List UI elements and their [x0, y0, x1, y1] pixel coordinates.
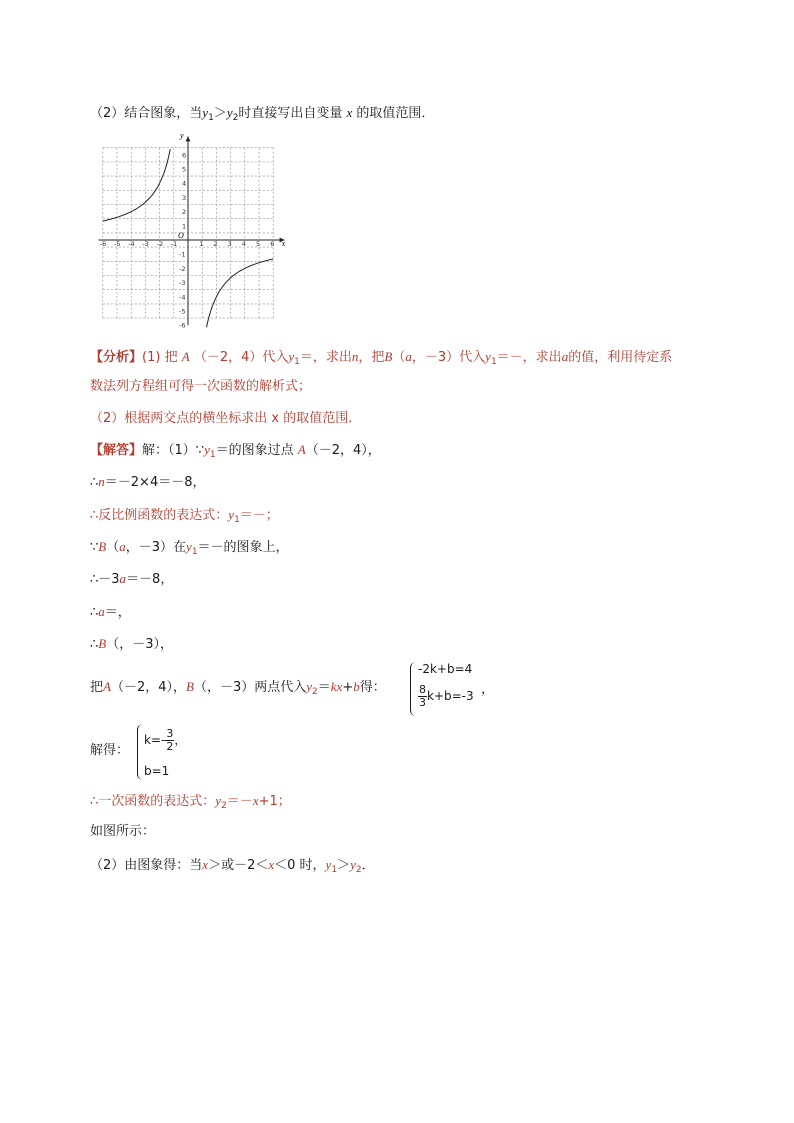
- eq2-rest: k+b=-3: [427, 689, 474, 703]
- s8-e: +: [342, 680, 354, 695]
- s1-a: 解：（1）∵: [142, 443, 205, 458]
- s3-ysub: 1: [234, 515, 240, 525]
- s10-ysub: 2: [221, 801, 227, 811]
- s7-B: B: [98, 636, 107, 651]
- solution-line-4: [90, 538, 289, 561]
- s8-y: y: [306, 679, 313, 694]
- system2-k: k=- $\frac{3}{2}$ ，: [144, 727, 187, 753]
- system1-comma: ，: [481, 682, 495, 697]
- x-tick-label: 5: [256, 240, 261, 248]
- s8-kx: kx: [330, 679, 343, 694]
- s10-c: +1；: [258, 794, 291, 809]
- s8-A: A: [103, 679, 111, 694]
- s8-c: （，－3）两点代入: [193, 680, 307, 695]
- question-line: [90, 104, 434, 127]
- a1-B: B: [384, 349, 393, 364]
- s8-b: （－2，4），: [110, 680, 187, 695]
- s6-a: ∴: [90, 605, 99, 620]
- s1-A: A: [297, 442, 306, 457]
- q-y1: y: [202, 105, 209, 120]
- a1-a-var: a: [405, 349, 412, 364]
- function-graph: [90, 130, 300, 330]
- q-y2-sub: 2: [232, 113, 239, 123]
- s10-x: x: [252, 793, 259, 808]
- s12-x2: x: [268, 857, 275, 872]
- hyperbola-branch-left: [103, 149, 170, 221]
- analysis-line-3: （2）根据两交点的横坐标求出 x 的取值范围．: [90, 411, 362, 426]
- q-gt: ＞: [213, 106, 227, 121]
- a1-a: (1) 把: [142, 350, 178, 365]
- y-axis-arrow: [186, 136, 191, 141]
- q-y1-sub: 1: [208, 113, 214, 123]
- s7-a: ∴: [90, 637, 99, 652]
- a1-y: y: [288, 349, 295, 364]
- system2-b: b=1: [144, 764, 170, 778]
- x-tick-label: -2: [156, 240, 164, 248]
- system1-brace: [410, 662, 417, 716]
- solution-line-2: [90, 473, 206, 492]
- s3-b: ＝－；: [239, 508, 279, 523]
- x-tick-label: 2: [213, 240, 218, 248]
- s3-a: ∴反比例函数的表达式：: [90, 508, 229, 523]
- y-tick-label: 5: [182, 165, 187, 174]
- a1-A: A: [181, 349, 190, 364]
- y-axis-label: y: [180, 130, 184, 140]
- y-tick-label: -6: [179, 321, 186, 330]
- y-tick-label: 1: [182, 222, 187, 231]
- s5-a2: a: [119, 571, 127, 586]
- a1-d: ，把: [358, 350, 385, 365]
- s4-b: （: [106, 540, 120, 555]
- s6-b: ＝，: [104, 605, 131, 620]
- solution-line-9: [90, 742, 129, 760]
- q-x: x: [346, 105, 353, 120]
- a1-a2: a: [561, 349, 569, 364]
- s4-B: B: [98, 539, 107, 554]
- s12-gt: ＞: [337, 858, 351, 873]
- s8-f: 得：: [359, 680, 386, 695]
- s4-c: ，－3）在: [125, 540, 187, 555]
- solution-line-10: [90, 792, 291, 815]
- s4-y: y: [186, 539, 192, 554]
- y-tick-label: 3: [182, 193, 187, 202]
- s2-b: ＝－2×4＝－8，: [104, 475, 206, 490]
- analysis-line-2: 数法列方程组可得一次函数的解析式；: [90, 379, 312, 394]
- s10-a: ∴一次函数的表达式：: [90, 794, 216, 809]
- s12-y2: y: [350, 857, 356, 872]
- s4-ysub: 1: [191, 547, 198, 557]
- s8-a: 把: [90, 680, 104, 695]
- s12-c: ＜0 时，: [274, 858, 326, 873]
- solution-tag: 【解答】: [90, 443, 143, 458]
- s9-a: 解得：: [90, 743, 130, 758]
- x-tick-label: -4: [128, 240, 135, 248]
- a1-ysub: 1: [294, 357, 300, 367]
- origin-label: O: [178, 231, 184, 240]
- s1-y: y: [204, 442, 210, 457]
- s5-b: ＝－8，: [126, 572, 174, 587]
- y-tick-label: 2: [182, 208, 187, 217]
- s7-b: （，－3），: [106, 637, 174, 652]
- x-tick-label: -5: [114, 240, 121, 248]
- s12-y1: y: [325, 857, 332, 872]
- solution-line-5: [90, 570, 173, 589]
- solution-line-6: [90, 603, 131, 622]
- y-tick-label: -1: [179, 250, 186, 259]
- x-tick-label: -6: [99, 240, 107, 248]
- analysis-tag: 【分析】: [90, 350, 143, 365]
- s8-ysub: 2: [312, 687, 318, 697]
- x-tick-label: 1: [199, 240, 204, 248]
- a1-c: ＝，求出: [299, 350, 352, 365]
- s2-n: n: [98, 474, 105, 489]
- y-tick-label: -5: [179, 307, 186, 316]
- solution-line-1: [90, 441, 381, 464]
- x-tick-label: 6: [270, 240, 275, 248]
- system1-eq1: -2k+b=4: [418, 662, 473, 676]
- s12-x: x: [202, 857, 209, 872]
- q-y2: y: [226, 105, 233, 120]
- x-tick-label: -1: [170, 240, 178, 248]
- y-tick-label: 6: [182, 151, 187, 160]
- s12-y2sub: 2: [355, 865, 362, 875]
- a1-y2: y: [485, 349, 491, 364]
- a1-n: n: [351, 349, 359, 364]
- eq2-fraction: $\frac{8}{3}$: [419, 683, 426, 709]
- s4-a: ∵: [90, 540, 99, 555]
- a1-e: （: [392, 350, 406, 365]
- axes: [99, 136, 285, 325]
- x-tick-label: -3: [142, 240, 149, 248]
- s4-a2: a: [119, 539, 126, 554]
- s1-c: （－2，4），: [305, 443, 381, 458]
- s4-d: ＝－的图象上，: [197, 540, 289, 555]
- s10-b: ＝－: [226, 794, 253, 809]
- s1-ysub: 1: [209, 450, 216, 460]
- solution-line-3: [90, 506, 279, 529]
- y-tick-label: -4: [179, 293, 186, 302]
- x-tick-label: 3: [227, 240, 232, 248]
- solution-line-12: [90, 856, 375, 879]
- q-suffix: 的取值范围．: [356, 106, 435, 121]
- y-tick-label: 4: [182, 179, 187, 188]
- s8-B: B: [186, 679, 194, 694]
- a1-f: ，－3）代入: [411, 350, 486, 365]
- s6-a2: a: [98, 604, 105, 619]
- s2-a: ∴: [90, 475, 99, 490]
- s12-d: ．: [361, 858, 375, 873]
- analysis-line-1: [90, 348, 672, 371]
- y-tick-label: -2: [179, 264, 186, 273]
- a1-g: ＝－，求出: [496, 350, 562, 365]
- a1-y2sub: 1: [490, 357, 497, 367]
- s5-a: ∴－3: [90, 572, 120, 587]
- s12-b: ＞或－2＜: [208, 858, 269, 873]
- k-fraction: $\frac{3}{2}$: [166, 727, 174, 753]
- a1-h: 的值，利用待定系: [568, 350, 673, 365]
- y-tick-label: -3: [179, 279, 186, 288]
- s1-b: ＝的图象过点: [215, 443, 294, 458]
- system1-eq2: [418, 684, 474, 709]
- solution-line-7: [90, 635, 173, 654]
- s12-a: （2）由图象得：当: [90, 858, 203, 873]
- solution-line-11: 如图所示：: [90, 824, 156, 839]
- solution-line-8: [90, 678, 386, 701]
- q-mid: 时直接写出自变量: [238, 106, 343, 121]
- x-tick-label: 4: [241, 240, 246, 248]
- a1-b: （－2，4）代入: [193, 350, 289, 365]
- system2-brace: [137, 724, 144, 780]
- x-axis-label: x: [281, 239, 286, 248]
- s8-d: ＝: [317, 680, 331, 695]
- s3-y: y: [228, 507, 235, 522]
- q-prefix: （2）结合图象，当: [90, 106, 203, 121]
- s12-y1sub: 1: [331, 865, 338, 875]
- s8-b2: b: [353, 679, 360, 694]
- s10-y: y: [215, 793, 222, 808]
